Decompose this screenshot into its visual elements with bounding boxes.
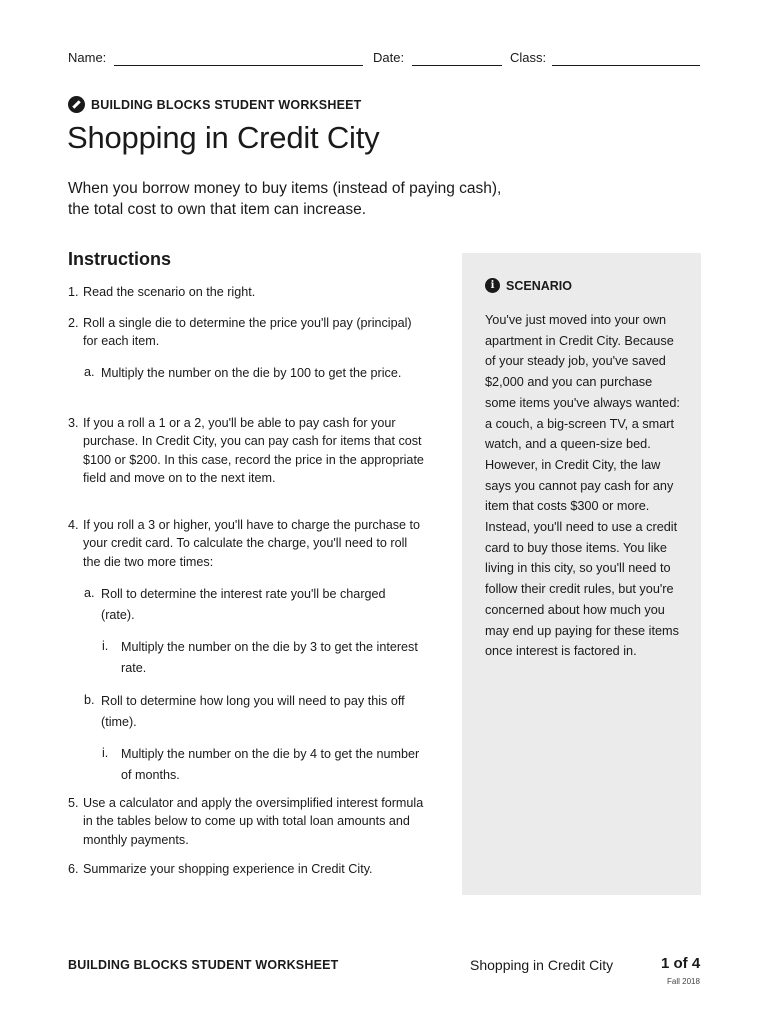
item-number: a.: [84, 365, 95, 379]
instructions-heading: Instructions: [68, 249, 172, 269]
item-text: Roll to determine how long you will need to pay this off (time).: [101, 694, 405, 729]
item-number: i.: [102, 639, 109, 653]
item-number: 3.: [68, 416, 79, 430]
item-text: If you roll a 3 or higher, you'll have to charge the purchase to your credit card. To calculate the charge, you'll need to roll the die two more times:: [83, 518, 421, 569]
class-label: Class:: [510, 50, 547, 65]
item-text: Multiply the number on the die by 3 to get the interest rate.: [121, 640, 418, 675]
class-line[interactable]: [552, 65, 700, 66]
item-text: Roll a single die to determine the price you'll pay (principal) for each item.: [83, 316, 412, 349]
name-label: Name:: [68, 50, 107, 65]
pencil-icon: [68, 96, 85, 113]
class-field[interactable]: [510, 50, 546, 65]
item-text: Use a calculator and apply the oversimplified interest formula in the tables below to come up with total loan amounts and monthly payments.: [83, 796, 424, 847]
subtitle-line-1: When you borrow money to buy items (instead of paying cash),: [68, 180, 502, 197]
item-text: Multiply the number on the die by 4 to get the number of months.: [121, 747, 420, 782]
date-field[interactable]: [373, 50, 404, 65]
item-number: 4.: [68, 518, 79, 532]
item-number: 2.: [68, 316, 79, 330]
item-text: Multiply the number on the die by 100 to get the price.: [101, 366, 402, 380]
name-field[interactable]: [68, 50, 106, 65]
item-number: i.: [102, 746, 109, 760]
footer-worksheet-label: BUILDING BLOCKS STUDENT WORKSHEET: [68, 958, 339, 972]
date-label: Date:: [373, 50, 405, 65]
worksheet-eyebrow: [68, 96, 362, 113]
item-number: 5.: [68, 796, 79, 810]
info-icon: i: [485, 278, 500, 293]
date-line[interactable]: [412, 65, 502, 66]
footer-title: Shopping in Credit City: [470, 957, 614, 973]
item-text: If you a roll a 1 or a 2, you'll be able to pay cash for your purchase. In Credit City, you can pay cash for items that cost $100 or $200. In this case, record the price in the appropriate field and move on to the next item.: [83, 416, 424, 485]
page-number: 1 of 4: [661, 955, 701, 972]
item-number: 1.: [68, 285, 79, 299]
item-text: Summarize your shopping experience in Credit City.: [83, 862, 373, 876]
page-subtitle: [68, 178, 588, 220]
scenario-heading: [485, 278, 572, 293]
item-number: b.: [84, 693, 95, 707]
item-text: Roll to determine the interest rate you'll be charged (rate).: [101, 587, 386, 622]
item-number: 6.: [68, 862, 79, 876]
footer-date: Fall 2018: [667, 977, 700, 986]
item-number: a.: [84, 586, 95, 600]
subtitle-line-2: the total cost to own that item can increase.: [68, 201, 367, 218]
student-info-row: [68, 50, 700, 70]
scenario-body: You've just moved into your own apartment in Credit City. Because of your steady job, you've saved $2,000 and you can purchase some items you've always wanted: a couch, a big-screen TV, a smart watch, and a queen-size bed. However, in Credit City, the law says you cannot pay cash for any item that costs $300 or more. Instead, you'll need to use a credit card to buy those items. You like living in this city, so you'll need to follow their credit rules, but you're concerned about how much you may end up paying for these items once interest is factored in.: [485, 313, 680, 659]
item-text: Read the scenario on the right.: [83, 285, 256, 299]
page-title: Shopping in Credit City: [67, 120, 380, 155]
scenario-panel: [462, 253, 701, 895]
scenario-heading-text: SCENARIO: [506, 278, 572, 293]
eyebrow-text: BUILDING BLOCKS STUDENT WORKSHEET: [91, 97, 362, 112]
name-line[interactable]: [114, 65, 363, 66]
